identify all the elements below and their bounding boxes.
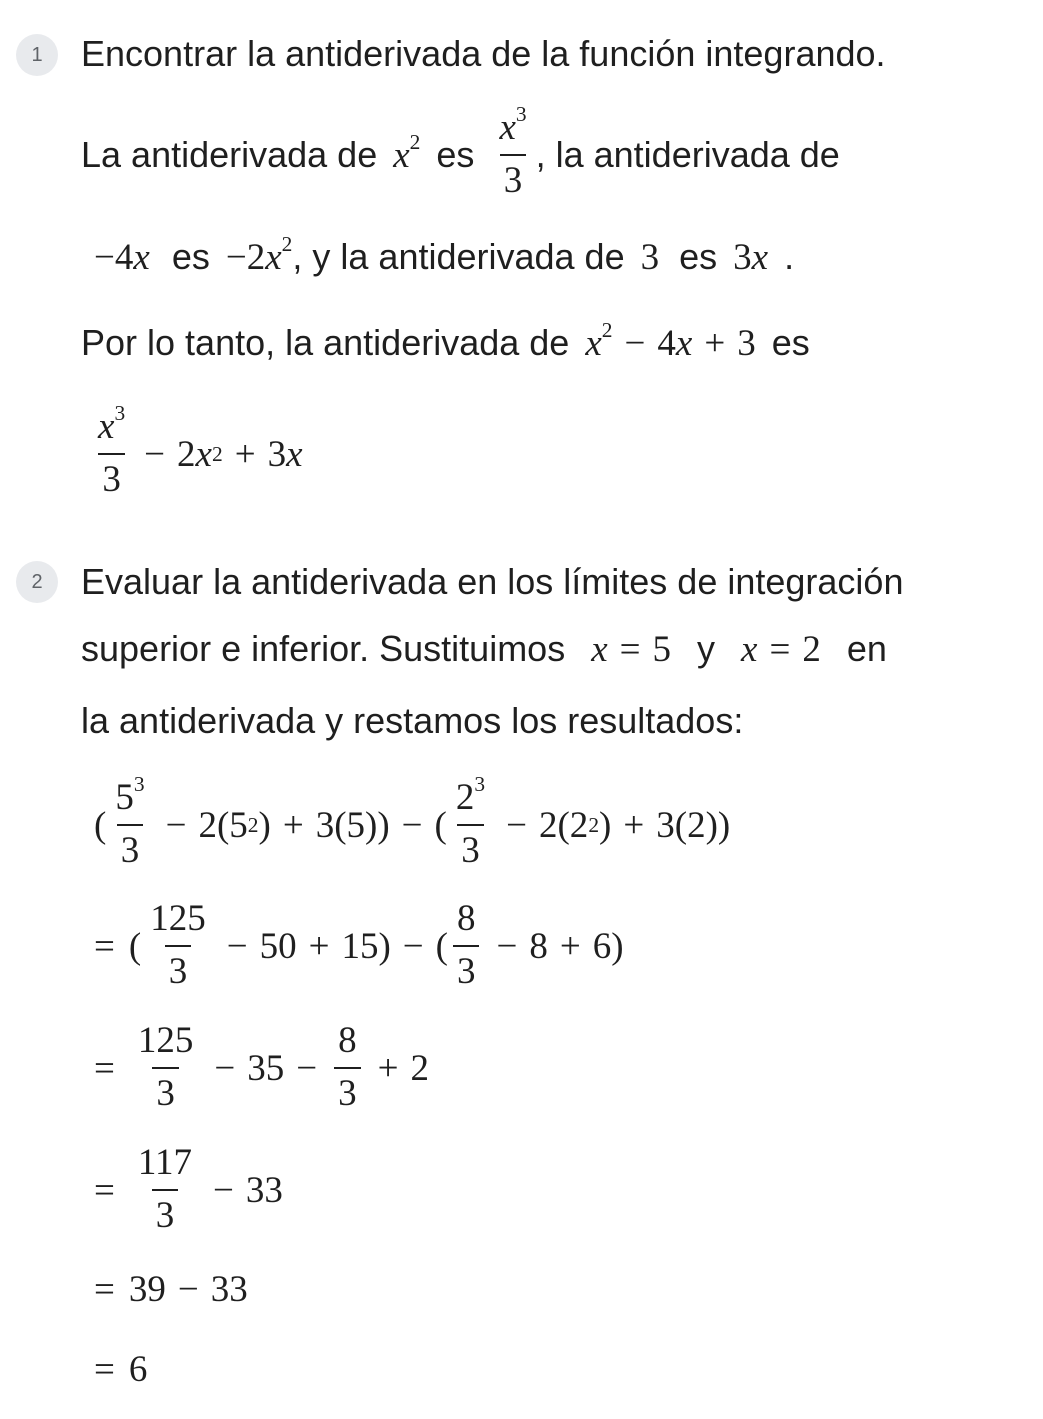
step-2-line-2 <box>81 626 887 672</box>
step-2-badge: 2 <box>16 561 58 603</box>
eq-step-3: = $\frac{125}{3}$ − 35 − $\frac{8}{3}$ + 2 <box>94 1020 429 1114</box>
step-1-line-3 <box>94 232 794 282</box>
math-x-equals-2: x = 2 <box>741 628 821 670</box>
eq-step-2: = ( $\frac{125}{3}$ − 50 + 15) − ( $\frac{8}{3}$ − 8 + 6) <box>94 898 624 992</box>
step-2-line-3 <box>81 698 743 744</box>
math-3x: 3x <box>733 236 769 278</box>
text-en: en <box>846 628 887 669</box>
eq-step-5: = 39 − 33 <box>94 1268 248 1310</box>
math-frac-x3-over-3: $\frac{x^3}{3}$ <box>499 101 527 201</box>
math-three: 3 <box>640 236 660 278</box>
step-1-title <box>81 32 886 76</box>
text-period: . <box>784 236 795 277</box>
step-2-line-1-text: Evaluar la antiderivada en los límites de integración <box>81 561 904 602</box>
text-es: es <box>679 236 718 277</box>
math-minus-4x: −4x <box>94 236 150 278</box>
math-integrand: $x^2 - 4x + 3$ <box>585 317 756 364</box>
text-la-antiderivada-de: , la antiderivada de <box>535 134 840 175</box>
step-1-title-text: Encontrar la antiderivada de la función integrando. <box>81 33 886 74</box>
eq-substitution: ( $\frac{5^3}{3}$ − 2(5 2 ) + 3(5)) − ( $\frac{2^3}{3}$ − 2(2 2 ) + 3(2)) <box>94 771 731 871</box>
math-x-squared: $x^2$ <box>393 129 421 176</box>
math-minus-2x-squared: $-2x^2$ <box>225 231 293 278</box>
eq-step-4: = $\frac{117}{3}$ − 33 <box>94 1142 283 1236</box>
step-1-badge: 1 <box>16 34 58 76</box>
text-es: es <box>771 322 810 363</box>
step-2-line-3-text: la antiderivada y restamos los resultados: <box>81 700 744 741</box>
eq-result: = 6 <box>94 1348 148 1390</box>
step-1-line-4 <box>81 318 810 368</box>
text-por-lo-tanto: Por lo tanto, la antiderivada de <box>81 322 570 363</box>
step-2-line-1 <box>81 559 903 605</box>
text-es: es <box>436 134 475 175</box>
text-es: es <box>171 236 210 277</box>
text-y-la-antiderivada-de: , y la antiderivada de <box>292 236 625 277</box>
text-sustituimos: superior e inferior. Sustituimos <box>81 628 566 669</box>
math-antiderivative: $\frac{x^3}{3}$ − 2 x 2 + 3 x <box>98 400 303 500</box>
text-antiderivada-de: La antiderivada de <box>81 134 378 175</box>
text-y: y <box>697 628 716 669</box>
step-1-line-2 <box>81 100 840 210</box>
math-x-equals-5: x = 5 <box>591 628 672 670</box>
